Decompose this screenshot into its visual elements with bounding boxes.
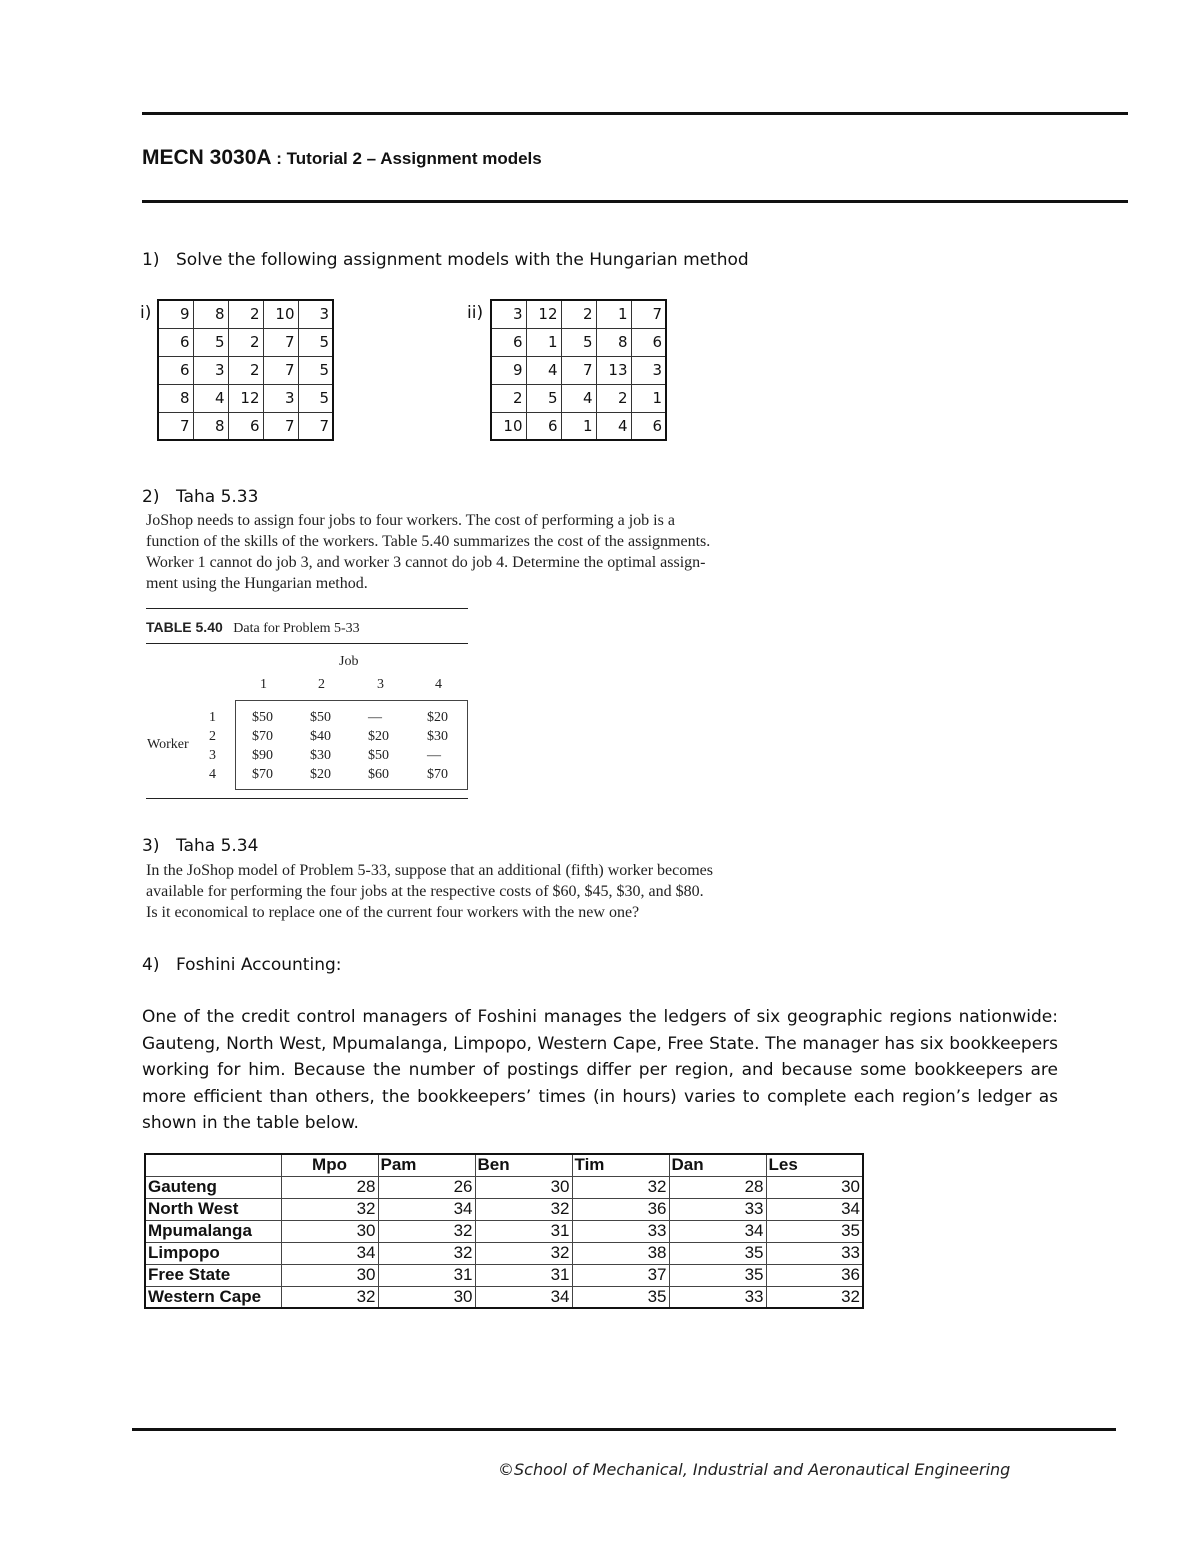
cost-cell: $20 — [427, 710, 448, 725]
matrix-cell: 5 — [526, 384, 561, 412]
tutorial-title: Tutorial 2 – Assignment models — [286, 149, 542, 168]
question-3-problem-text — [146, 860, 713, 923]
matrix-cell: 12 — [228, 384, 263, 412]
hours-cell: 33 — [669, 1198, 766, 1220]
matrix-cell: 8 — [193, 300, 228, 328]
matrix-cell: 2 — [491, 384, 526, 412]
matrix-row — [158, 412, 333, 440]
hours-cell: 32 — [378, 1220, 475, 1242]
job-number: 4 — [435, 677, 442, 692]
question-4-number: 4) — [142, 955, 160, 975]
matrix-cell: 9 — [158, 300, 193, 328]
matrix-cell: 2 — [228, 328, 263, 356]
matrix-ii — [490, 299, 667, 441]
problem-line: Worker 1 cannot do job 3, and worker 3 cannot do job 4. Determine the optimal assign- — [146, 554, 706, 571]
cost-cell: $30 — [427, 729, 448, 744]
matrix-cell: 13 — [596, 356, 631, 384]
hours-cell: 34 — [281, 1242, 378, 1264]
table-5-40 — [146, 608, 468, 802]
question-2 — [142, 487, 258, 507]
matrix-cell: 7 — [263, 412, 298, 440]
ledger-row — [145, 1264, 863, 1286]
matrix-cell: 3 — [263, 384, 298, 412]
matrix-cell: 6 — [631, 412, 666, 440]
hours-cell: 32 — [766, 1286, 863, 1308]
ledger-row — [145, 1286, 863, 1308]
matrix-row — [491, 328, 666, 356]
cost-cell: $20 — [368, 729, 389, 744]
matrix-cell: 4 — [596, 412, 631, 440]
matrix-ii-label: ii) — [467, 303, 484, 323]
cost-cell: $40 — [310, 729, 331, 744]
matrix-cell: 12 — [526, 300, 561, 328]
footer-copyright: ©School of Mechanical, Industrial and Aeronautical Engineering — [498, 1460, 1011, 1479]
matrix-cell: 1 — [631, 384, 666, 412]
footer-rule — [132, 1428, 1116, 1431]
region-name: Mpumalanga — [145, 1220, 281, 1242]
region-name: North West — [145, 1198, 281, 1220]
hours-cell: 26 — [378, 1176, 475, 1198]
matrix-cell: 5 — [193, 328, 228, 356]
hours-cell: 37 — [572, 1264, 669, 1286]
job-number: 1 — [260, 677, 267, 692]
ledger-header-row — [145, 1154, 863, 1176]
hours-cell: 32 — [378, 1242, 475, 1264]
worker-number: 3 — [209, 748, 216, 763]
bookkeeper-header: Tim — [572, 1154, 669, 1176]
cost-cell: $60 — [368, 767, 389, 782]
hours-cell: 36 — [572, 1198, 669, 1220]
ledger-row — [145, 1242, 863, 1264]
hours-cell: 30 — [281, 1220, 378, 1242]
hours-cell: 34 — [766, 1198, 863, 1220]
question-2-problem-text — [146, 510, 710, 594]
cost-cell: — — [427, 748, 441, 763]
matrix-cell: 3 — [491, 300, 526, 328]
matrix-cell: 1 — [596, 300, 631, 328]
matrix-cell: 5 — [298, 356, 333, 384]
hours-cell: 32 — [475, 1198, 572, 1220]
matrix-cell: 7 — [158, 412, 193, 440]
matrix-cell: 7 — [263, 328, 298, 356]
matrix-row — [158, 328, 333, 356]
region-name: Gauteng — [145, 1176, 281, 1198]
title-separator: : — [271, 149, 287, 168]
question-1-number: 1) — [142, 250, 160, 270]
problem-line: ment using the Hungarian method. — [146, 575, 368, 592]
matrix-cell: 2 — [228, 356, 263, 384]
cost-cell: $90 — [252, 748, 273, 763]
hours-cell: 30 — [766, 1176, 863, 1198]
matrix-cell: 4 — [561, 384, 596, 412]
table-caption-text: Data for Problem 5-33 — [233, 621, 360, 636]
matrix-cell: 3 — [631, 356, 666, 384]
ledger-corner-cell — [145, 1154, 281, 1176]
matrix-cell: 10 — [491, 412, 526, 440]
problem-line: In the JoShop model of Problem 5-33, suppose that an additional (fifth) worker becomes — [146, 862, 713, 879]
matrix-cell: 6 — [158, 356, 193, 384]
job-number: 2 — [318, 677, 325, 692]
matrix-cell: 10 — [263, 300, 298, 328]
question-2-title: Taha 5.33 — [176, 487, 259, 507]
hours-cell: 35 — [572, 1286, 669, 1308]
cost-cell: — — [368, 710, 382, 725]
bookkeeper-header: Les — [766, 1154, 863, 1176]
matrix-cell: 6 — [631, 328, 666, 356]
matrix-cell: 2 — [596, 384, 631, 412]
matrix-cell: 1 — [526, 328, 561, 356]
page-title — [142, 146, 542, 170]
matrix-cell: 3 — [298, 300, 333, 328]
matrix-cell: 1 — [561, 412, 596, 440]
hours-cell: 33 — [572, 1220, 669, 1242]
bookkeeper-header: Pam — [378, 1154, 475, 1176]
hours-cell: 30 — [378, 1286, 475, 1308]
matrix-cell: 6 — [526, 412, 561, 440]
hours-cell: 32 — [475, 1242, 572, 1264]
hours-cell: 30 — [281, 1264, 378, 1286]
hours-cell: 32 — [281, 1286, 378, 1308]
table-caption — [146, 619, 360, 637]
bookkeeper-header: Mpo — [281, 1154, 378, 1176]
hours-cell: 38 — [572, 1242, 669, 1264]
matrix-row — [158, 356, 333, 384]
bookkeeper-header: Ben — [475, 1154, 572, 1176]
matrix-cell: 5 — [561, 328, 596, 356]
problem-line: available for performing the four jobs at the respective costs of $60, $45, $30, and $80. — [146, 883, 704, 900]
cost-cell: $70 — [252, 729, 273, 744]
cost-cell: $30 — [310, 748, 331, 763]
cost-cell: $70 — [252, 767, 273, 782]
matrix-cell: 6 — [228, 412, 263, 440]
header-rule — [142, 200, 1128, 203]
hours-cell: 34 — [475, 1286, 572, 1308]
ledger-row — [145, 1176, 863, 1198]
question-3 — [142, 836, 258, 856]
region-name: Limpopo — [145, 1242, 281, 1264]
region-name: Western Cape — [145, 1286, 281, 1308]
hours-cell: 31 — [475, 1264, 572, 1286]
problem-line: JoShop needs to assign four jobs to four workers. The cost of performing a job is a — [146, 512, 675, 529]
cost-cell: $50 — [252, 710, 273, 725]
question-2-number: 2) — [142, 487, 160, 507]
hours-cell: 32 — [281, 1198, 378, 1220]
hours-cell: 32 — [572, 1176, 669, 1198]
hours-cell: 31 — [475, 1220, 572, 1242]
question-4-paragraph: One of the credit control managers of Foshini manages the ledgers of six geographic regions nationwide: Gauteng, North West, Mpumalanga, Limpopo, Western Cape, Free State. The manager has six bookkeepers working for him. Because the number of postings differ per region, and because some bookkeepers are more efficient than others, the bookkeepers’ times (in hours) varies to complete each region’s ledger as shown in the table below. — [142, 1007, 1058, 1133]
matrix-row — [158, 300, 333, 328]
matrix-cell: 5 — [298, 328, 333, 356]
hours-cell: 36 — [766, 1264, 863, 1286]
question-4-title: Foshini Accounting: — [176, 955, 342, 975]
matrix-cell: 8 — [158, 384, 193, 412]
matrix-row — [158, 384, 333, 412]
worker-number: 2 — [209, 729, 216, 744]
ledger-row — [145, 1198, 863, 1220]
region-name: Free State — [145, 1264, 281, 1286]
hours-cell: 33 — [766, 1242, 863, 1264]
table-caption-label: TABLE 5.40 — [146, 619, 223, 635]
matrix-cell: 7 — [561, 356, 596, 384]
hours-cell: 30 — [475, 1176, 572, 1198]
job-number: 3 — [377, 677, 384, 692]
matrix-cell: 9 — [491, 356, 526, 384]
matrix-row — [491, 356, 666, 384]
hours-cell: 31 — [378, 1264, 475, 1286]
worker-number: 1 — [209, 710, 216, 725]
hours-cell: 34 — [669, 1220, 766, 1242]
cost-cell: $20 — [310, 767, 331, 782]
question-1 — [142, 250, 749, 270]
table-rule — [146, 798, 468, 799]
matrix-cell: 4 — [193, 384, 228, 412]
problem-line: Is it economical to replace one of the current four workers with the new one? — [146, 904, 640, 921]
matrix-cell: 6 — [158, 328, 193, 356]
hours-cell: 28 — [669, 1176, 766, 1198]
matrix-cell: 2 — [561, 300, 596, 328]
ledger-row — [145, 1220, 863, 1242]
hours-cell: 35 — [669, 1264, 766, 1286]
matrix-cell: 6 — [491, 328, 526, 356]
problem-line: function of the skills of the workers. Table 5.40 summarizes the cost of the assignments. — [146, 533, 711, 550]
question-3-title: Taha 5.34 — [176, 836, 259, 856]
matrix-cell: 7 — [263, 356, 298, 384]
matrix-cell: 8 — [596, 328, 631, 356]
course-code: MECN 3030A — [142, 146, 272, 169]
cost-cell: $50 — [368, 748, 389, 763]
hours-cell: 28 — [281, 1176, 378, 1198]
question-3-number: 3) — [142, 836, 160, 856]
matrix-row — [491, 412, 666, 440]
question-4 — [142, 955, 341, 975]
matrix-cell: 3 — [193, 356, 228, 384]
matrix-row — [491, 384, 666, 412]
ledger-times-table — [144, 1153, 864, 1309]
hours-cell: 35 — [766, 1220, 863, 1242]
matrix-cell: 7 — [631, 300, 666, 328]
matrix-i — [157, 299, 334, 441]
matrix-cell: 5 — [298, 384, 333, 412]
matrix-row — [491, 300, 666, 328]
matrix-cell: 4 — [526, 356, 561, 384]
cost-cell: $70 — [427, 767, 448, 782]
worker-number: 4 — [209, 767, 216, 782]
matrix-cell: 7 — [298, 412, 333, 440]
matrix-cell: 8 — [193, 412, 228, 440]
worker-heading: Worker — [147, 737, 189, 752]
hours-cell: 33 — [669, 1286, 766, 1308]
matrix-cell: 2 — [228, 300, 263, 328]
hours-cell: 34 — [378, 1198, 475, 1220]
top-rule — [142, 112, 1128, 115]
matrix-i-label: i) — [140, 303, 152, 323]
cost-cell: $50 — [310, 710, 331, 725]
question-1-text: Solve the following assignment models with the Hungarian method — [176, 250, 749, 270]
job-heading: Job — [339, 654, 359, 669]
table-rule — [146, 643, 468, 644]
table-rule — [146, 608, 468, 609]
hours-cell: 35 — [669, 1242, 766, 1264]
bookkeeper-header: Dan — [669, 1154, 766, 1176]
